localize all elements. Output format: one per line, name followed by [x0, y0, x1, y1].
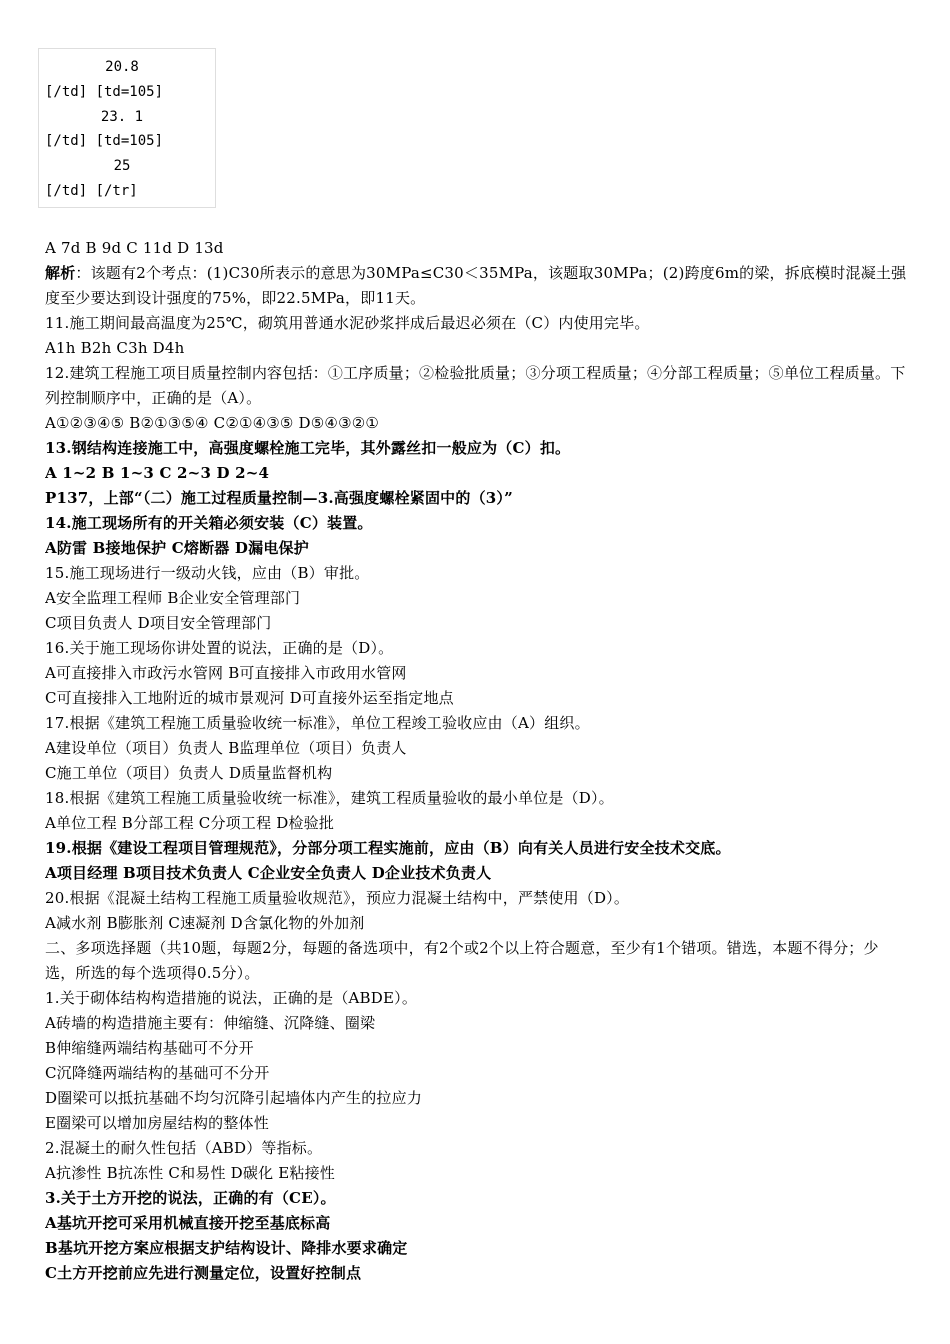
text-line: C沉降缝两端结构的基础可不分开: [45, 1064, 270, 1082]
text-line: 15.施工现场进行一级动火钱，应由（B）审批。: [45, 564, 370, 582]
text-line: 20.根据《混凝土结构工程施工质量验收规范》，预应力混凝土结构中，严禁使用（D）。: [45, 889, 630, 907]
text-line: 1.关于砌体结构构造措施的说法，正确的是（ABDE）。: [45, 989, 418, 1007]
text-line: A1h B2h C3h D4h: [45, 339, 185, 357]
table-value: 23. 1: [100, 108, 144, 125]
text-line: A防雷 B接地保护 C熔断器 D漏电保护: [45, 539, 309, 557]
text-line: A基坑开挖可采用机械直接开挖至基底标高: [45, 1214, 331, 1232]
text-line: A抗渗性 B抗冻性 C和易性 D碳化 E粘接性: [45, 1164, 335, 1182]
text-line: 12.建筑工程施工项目质量控制内容包括：①工序质量；②检验批质量；③分项工程质量；④分部工程质量；⑤单位工程质量。下列控制顺序中，正确的是（A）。: [45, 364, 906, 407]
text-line: D圈梁可以抵抗基础不均匀沉降引起墙体内产生的拉应力: [45, 1089, 423, 1107]
text-line: A 7d B 9d C 11d D 13d: [45, 239, 224, 257]
text-line: P137，上部“（二）施工过程质量控制—3.高强度螺栓紧固中的（3）”: [45, 489, 513, 507]
text-line: 二、多项选择题（共10题，每题2分，每题的备选项中，有2个或2个以上符合题意，至少有1个错项。错选，本题不得分；少选，所选的每个选项得0.5分）。: [45, 939, 879, 982]
analysis-text: ：该题有2个考点：(1)C30所表示的意思为30MPa≤C30＜35MPa，该题取30MPa；(2)跨度6m的梁，拆底模时混凝土强度至少要达到设计强度的75%，即22.5MPa，即11天。: [45, 264, 907, 307]
text-line: C土方开挖前应先进行测量定位，设置好控制点: [45, 1264, 362, 1282]
text-line: A安全监理工程师 B企业安全管理部门: [45, 589, 301, 607]
text-line: A单位工程 B分部工程 C分项工程 D检验批: [45, 814, 335, 832]
text-line: B伸缩缝两端结构基础可不分开: [45, 1039, 254, 1057]
table-markup-text: [/td] [td=105]: [45, 133, 164, 150]
text-line: B基坑开挖方案应根据支护结构设计、降排水要求确定: [45, 1239, 408, 1257]
text-line: A 1~2 B 1~3 C 2~3 D 2~4: [45, 464, 270, 482]
text-line: C施工单位（项目）负责人 D质量监督机构: [45, 764, 333, 782]
text-line: A减水剂 B膨胀剂 C速凝剂 D含氯化物的外加剂: [45, 914, 365, 932]
text-line: 19.根据《建设工程项目管理规范》，分部分项工程实施前，应由（B）向有关人员进行安全技术交底。: [45, 839, 731, 857]
text-line: 14.施工现场所有的开关箱必须安装（C）装置。: [45, 514, 373, 532]
table-value: 25: [113, 158, 131, 175]
table-value: 20.8: [105, 59, 139, 75]
document-body: [45, 236, 907, 1286]
text-line: 3.关于土方开挖的说法，正确的有（CE）。: [45, 1189, 336, 1207]
table-markup-text: [/td] [td=105]: [45, 83, 164, 100]
text-line: E圈梁可以增加房屋结构的整体性: [45, 1114, 269, 1132]
text-line: 18.根据《建筑工程施工质量验收统一标准》，建筑工程质量验收的最小单位是（D）。: [45, 789, 614, 807]
text-line: 16.关于施工现场你讲处置的说法，正确的是（D）。: [45, 639, 394, 657]
table-markup-text: [/td] [/tr]: [45, 183, 138, 199]
text-line: C项目负责人 D项目安全管理部门: [45, 614, 272, 632]
text-line: 2.混凝土的耐久性包括（ABD）等指标。: [45, 1139, 323, 1157]
table-fragment-box: [38, 48, 216, 208]
text-line: A项目经理 B项目技术负责人 C企业安全负责人 D企业技术负责人: [45, 864, 492, 882]
text-line: 11.施工期间最高温度为25℃，砌筑用普通水泥砂浆拌成后最迟必须在（C）内使用完毕。: [45, 314, 650, 332]
text-line: C可直接排入工地附近的城市景观河 D可直接外运至指定地点: [45, 689, 454, 707]
text-line: A①②③④⑤ B②①③⑤④ C②①④③⑤ D⑤④③②①: [45, 414, 380, 432]
text-line: A可直接排入市政污水管网 B可直接排入市政用水管网: [45, 664, 407, 682]
text-line: 17.根据《建筑工程施工质量验收统一标准》，单位工程竣工验收应由（A）组织。: [45, 714, 590, 732]
text-line: A砖墙的构造措施主要有：伸缩缝、沉降缝、圈梁: [45, 1014, 376, 1032]
text-line: A建设单位（项目）负责人 B监理单位（项目）负责人: [45, 739, 407, 757]
analysis-label: 解析: [45, 264, 76, 282]
analysis-paragraph: [45, 261, 907, 311]
text-line: 13.钢结构连接施工中，高强度螺栓施工完毕，其外露丝扣一般应为（C）扣。: [45, 439, 571, 457]
